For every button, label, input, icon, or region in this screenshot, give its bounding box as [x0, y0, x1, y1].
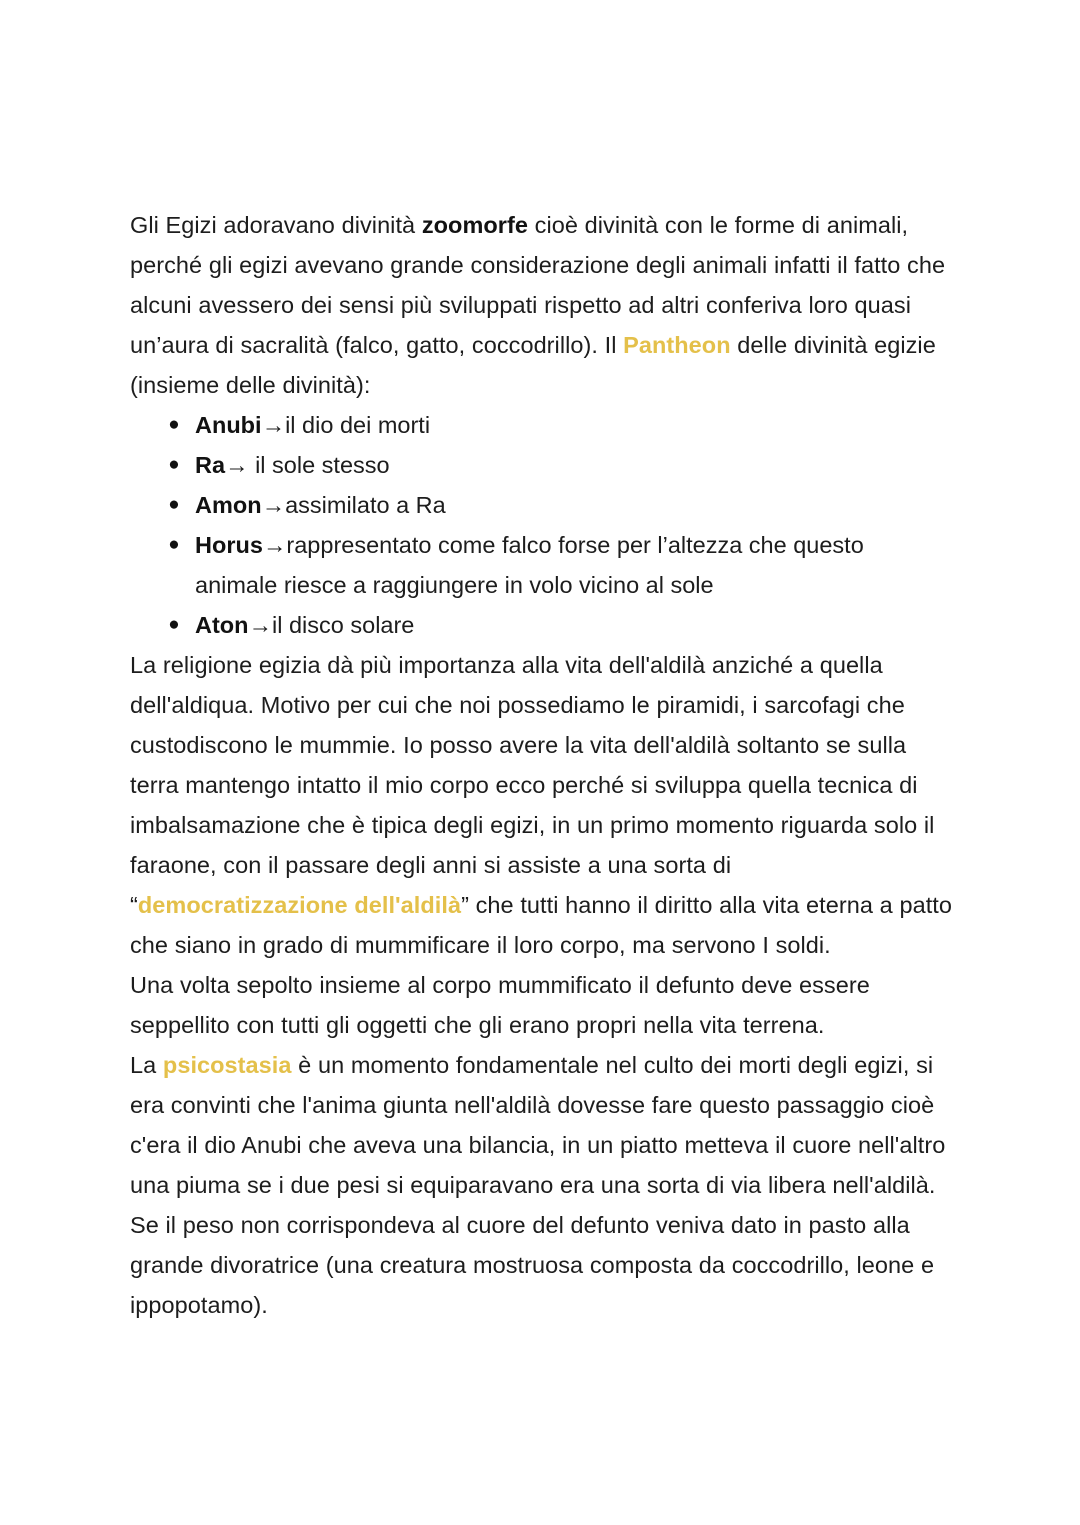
bullet-icon: ● — [168, 454, 180, 475]
aldila-paragraph — [130, 645, 952, 965]
psicostasia-highlight: psicostasia — [162, 1052, 292, 1078]
list-item — [130, 605, 952, 645]
list-item — [130, 525, 952, 605]
deity-description: assimilato a Ra — [285, 492, 446, 518]
list-item — [130, 485, 952, 525]
arrow-icon: → — [262, 532, 287, 558]
deity-name: Horus — [195, 532, 263, 558]
bullet-icon: ● — [168, 614, 180, 635]
deity-description: rappresentato come falco forse per l’altezza che questo animale riesce a raggiungere in volo vicino al sole — [195, 532, 864, 598]
list-item — [130, 445, 952, 485]
deity-name: Amon — [195, 492, 262, 518]
aldila-text-part2: che tutti hanno il diritto alla vita eterna a patto che siano in grado di mummificare il loro corpo, ma servono I soldi. — [130, 892, 952, 958]
intro-text-after-bold: cioè divinità con le forme di animali, perché gli egizi avevano grande considerazione degli animali infatti il fatto che alcuni avessero dei sensi più sviluppati rispetto ad altri conferiva loro quasi un’aura di sacralità (falco, gatto, coccodrillo). Il — [130, 212, 946, 358]
psicostasia-text-part2: è un momento fondamentale nel culto dei morti degli egizi, si era convinti che l'anima giunta nell'aldilà dovesse fare questo passaggio cioè c'era il dio Anubi che aveva una bilancia, in un piatto metteva il cuore nell'altro una piuma se i due pesi si equiparavano era una sorta di via libera nell'aldilà. Se il peso non corrispondeva al cuore del defunto veniva dato in pasto alla grande divoratrice (una creatura mostruosa composta da coccodrillo, leone e ippopotamo). — [130, 1052, 946, 1318]
intro-paragraph — [130, 205, 952, 405]
psicostasia-text-part1: La — [130, 1052, 163, 1078]
aldila-text-part1: La religione egizia dà più importanza alla vita dell'aldilà anziché a quella dell'aldiqua. Motivo per cui che noi possediamo le piramidi, i sarcofagi che custodiscono le mummie. Io posso avere la vita dell'aldilà soltanto se sulla terra mantengo intatto il mio corpo ecco perché si sviluppa quella tecnica di imbalsamazione che è tipica degli egizi, in un primo momento riguarda solo il faraone, con il passare degli anni si assiste a una sorta di — [130, 652, 935, 878]
deity-description: il sole stesso — [248, 452, 390, 478]
democratizzazione-highlight: democratizzazione dell'aldilà — [137, 892, 462, 918]
psicostasia-paragraph — [130, 1045, 952, 1325]
deity-name: Anubi — [195, 412, 262, 438]
bullet-icon: ● — [168, 414, 180, 435]
list-item — [130, 405, 952, 445]
intro-text-before-bold: Gli Egizi adoravano divinità — [130, 212, 422, 238]
open-quote-mark: “ — [130, 892, 138, 918]
deity-name: Ra — [195, 452, 226, 478]
deity-description: il disco solare — [272, 612, 415, 638]
intro-text-tail: delle divinità egizie (insieme delle divinità): — [130, 332, 936, 398]
bullet-icon: ● — [168, 494, 180, 515]
close-quote-mark: ” — [461, 892, 469, 918]
arrow-icon: → — [261, 412, 286, 438]
document-body — [130, 205, 952, 1325]
bullet-icon: ● — [168, 534, 180, 555]
deity-list — [130, 405, 952, 645]
deity-name: Aton — [195, 612, 249, 638]
arrow-icon: → — [225, 452, 249, 478]
sepoltura-paragraph: Una volta sepolto insieme al corpo mummificato il defunto deve essere seppellito con tutti gli oggetti che gli erano propri nella vita terrena. — [130, 972, 870, 1038]
zoomorfe-bold-term: zoomorfe — [421, 212, 528, 238]
deity-description: il dio dei morti — [285, 412, 431, 438]
arrow-icon: → — [248, 612, 273, 638]
pantheon-highlight: Pantheon — [623, 332, 731, 358]
arrow-icon: → — [261, 492, 286, 518]
